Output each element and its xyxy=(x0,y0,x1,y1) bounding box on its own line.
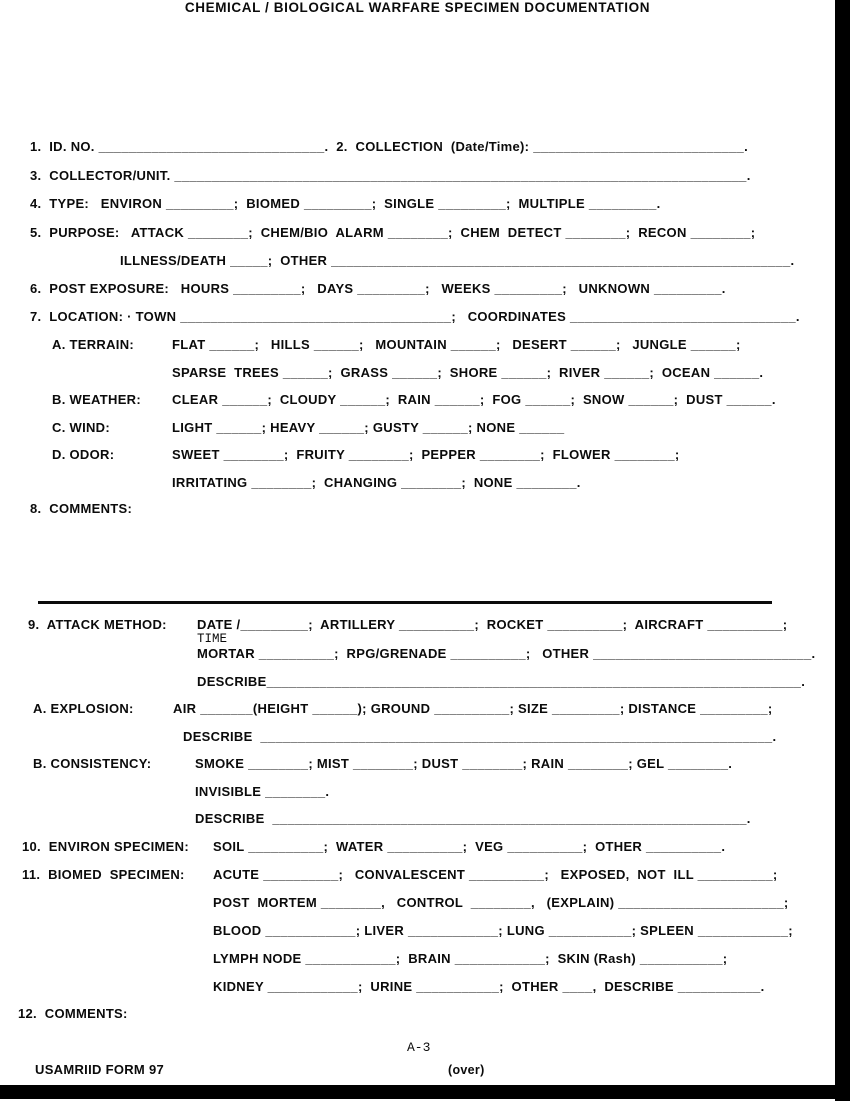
scan-border-bottom xyxy=(0,1085,850,1099)
field-weather: CLEAR ______; CLOUDY ______; RAIN ______; FOG ______; SNOW ______; DUST ______. xyxy=(172,392,776,407)
footer-form-number: USAMRIID FORM 97 xyxy=(35,1062,165,1077)
label-terrain: A. TERRAIN: xyxy=(52,337,135,352)
field-consistency-invisible: INVISIBLE ________. xyxy=(195,784,330,799)
field-environ-specimen: SOIL __________; WATER __________; VEG __________; OTHER __________. xyxy=(213,839,726,854)
field-location: 7. LOCATION: · TOWN ____________________________________; COORDINATES ______________________________. xyxy=(30,309,800,324)
field-odor-line2: IRRITATING ________; CHANGING ________; NONE ________. xyxy=(172,475,581,490)
label-weather: B. WEATHER: xyxy=(52,392,141,407)
scan-border-right xyxy=(835,0,850,1101)
field-attack-describe: DESCRIBE_______________________________________________________________________. xyxy=(197,674,806,689)
label-environ-specimen: 10. ENVIRON SPECIMEN: xyxy=(22,839,189,854)
section-divider-rule xyxy=(38,601,772,604)
field-biomed-line1: ACUTE __________; CONVALESCENT __________; EXPOSED, NOT ILL __________; xyxy=(213,867,778,882)
field-attack-line1: DATE /_________; ARTILLERY __________; ROCKET __________; AIRCRAFT __________; xyxy=(197,617,788,632)
label-consistency: B. CONSISTENCY: xyxy=(33,756,152,771)
field-collector-unit: 3. COLLECTOR/UNIT. ____________________________________________________________________________. xyxy=(30,168,751,183)
field-wind: LIGHT ______; HEAVY ______; GUSTY ______; NONE ______ xyxy=(172,420,565,435)
field-consistency: SMOKE ________; MIST ________; DUST ________; RAIN ________; GEL ________. xyxy=(195,756,733,771)
field-terrain-line1: FLAT ______; HILLS ______; MOUNTAIN ______; DESERT ______; JUNGLE ______; xyxy=(172,337,741,352)
field-odor-line1: SWEET ________; FRUITY ________; PEPPER ________; FLOWER ________; xyxy=(172,447,680,462)
field-explosion-describe: DESCRIBE ____________________________________________________________________. xyxy=(183,729,777,744)
label-time: TIME xyxy=(197,632,228,646)
label-comments-12: 12. COMMENTS: xyxy=(18,1006,128,1021)
field-terrain-line2: SPARSE TREES ______; GRASS ______; SHORE ______; RIVER ______; OCEAN ______. xyxy=(172,365,764,380)
field-biomed-line5: KIDNEY ____________; URINE ___________; OTHER ____, DESCRIBE ___________. xyxy=(213,979,765,994)
field-biomed-line3: BLOOD ____________; LIVER ____________; LUNG ___________; SPLEEN ____________; xyxy=(213,923,793,938)
label-explosion: A. EXPLOSION: xyxy=(33,701,134,716)
field-post-exposure: 6. POST EXPOSURE: HOURS _________; DAYS _________; WEEKS _________; UNKNOWN _________. xyxy=(30,281,726,296)
footer-over-note: (over) xyxy=(448,1063,485,1077)
label-biomed-specimen: 11. BIOMED SPECIMEN: xyxy=(22,867,185,882)
label-wind: C. WIND: xyxy=(52,420,110,435)
field-consistency-describe: DESCRIBE _______________________________________________________________. xyxy=(195,811,751,826)
field-purpose-line1: 5. PURPOSE: ATTACK ________; CHEM/BIO ALARM ________; CHEM DETECT ________; RECON ________; xyxy=(30,225,756,240)
field-id-and-collection: 1. ID. NO. ______________________________. 2. COLLECTION (Date/Time): ____________________________. xyxy=(30,139,748,154)
form-title: CHEMICAL / BIOLOGICAL WARFARE SPECIMEN DOCUMENTATION xyxy=(184,0,651,15)
label-attack-method: 9. ATTACK METHOD: xyxy=(28,617,167,632)
field-biomed-line2: POST MORTEM ________, CONTROL ________, (EXPLAIN) ______________________; xyxy=(213,895,789,910)
field-purpose-line2: ILLNESS/DEATH _____; OTHER _____________________________________________________________. xyxy=(120,253,795,268)
field-attack-line2: MORTAR __________; RPG/GRENADE __________; OTHER _____________________________. xyxy=(197,646,816,661)
label-odor: D. ODOR: xyxy=(52,447,115,462)
label-comments-8: 8. COMMENTS: xyxy=(30,501,133,516)
field-type: 4. TYPE: ENVIRON _________; BIOMED _________; SINGLE _________; MULTIPLE _________. xyxy=(30,196,661,211)
footer-page-code: A-3 xyxy=(407,1040,431,1055)
field-explosion: AIR _______(HEIGHT ______); GROUND __________; SIZE _________; DISTANCE _________; xyxy=(173,701,773,716)
field-biomed-line4: LYMPH NODE ____________; BRAIN ____________; SKIN (Rash) ___________; xyxy=(213,951,728,966)
